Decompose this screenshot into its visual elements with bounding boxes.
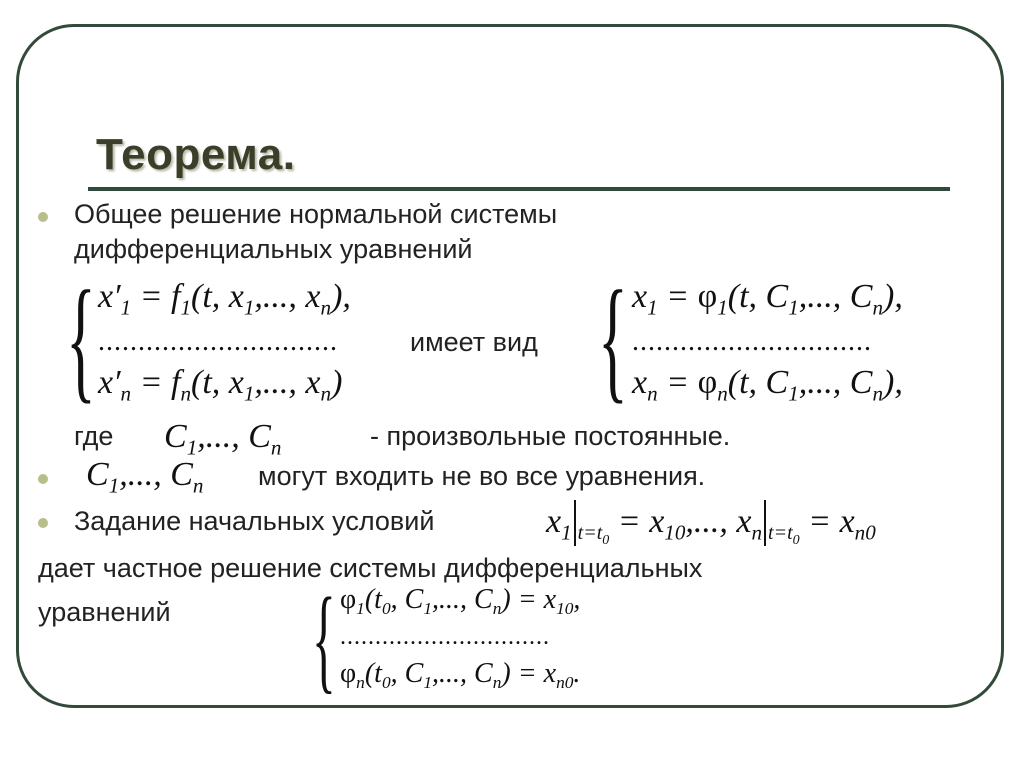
system1-brace: { xyxy=(66,262,96,415)
bullet-dot xyxy=(38,212,48,222)
slide-title: Теорема. xyxy=(96,130,296,179)
bullet2-text: могут входить не во все уравнения. xyxy=(258,461,706,491)
system2-row1: $x_1 = \varphi_1(t$, $C_1$,..., $C_n$), xyxy=(632,278,903,320)
system3-row-n: $\varphi_n(t_0$, $C_1$,..., $C_n) = x_{n0}$. xyxy=(340,658,581,693)
bullet-dot xyxy=(38,518,48,528)
bullet1-line2: дифференциальных уравнений xyxy=(74,234,473,264)
result-line1: дает частное решение системы дифференциальных xyxy=(38,553,703,583)
constants-expr: $C_1$,..., $C_n$ xyxy=(164,418,282,460)
where-label: где xyxy=(74,421,114,451)
system1-row1: $x'_1 = f_1(t$, $x_1$,..., $x_n$), xyxy=(98,278,351,320)
result-line2: уравнений xyxy=(38,597,171,627)
title-underline xyxy=(88,187,950,191)
system3-dots: .............................. xyxy=(340,624,550,650)
arbitrary-constants-text: - произвольные постоянные. xyxy=(370,421,731,451)
system1-row-n: $x'_n = f_n(t$, $x_1$,..., $x_n$) xyxy=(98,364,343,406)
initial-conditions: $x_1$ $_{t=t_0} = x_{10}$,..., $x_n$ $_{t=t_0} = x_{n0}$ xyxy=(546,500,876,549)
system2-row-n: $x_n = \varphi_n(t$, $C_1$,..., $C_n$), xyxy=(632,364,903,406)
system3-brace: { xyxy=(312,573,336,704)
bullet1-line1: Общее решение нормальной системы xyxy=(74,199,558,229)
has-form-label: имеет вид xyxy=(410,327,538,357)
system1-dots: .............................. xyxy=(98,326,338,357)
bullet-dot xyxy=(38,474,48,484)
system2-brace: { xyxy=(598,262,628,415)
system3-row1: $\varphi_1(t_0$, $C_1$,..., $C_n) = x_{10}$, xyxy=(340,584,581,619)
bullet3-text: Задание начальных условий xyxy=(74,506,435,536)
system2-dots: .............................. xyxy=(632,326,872,357)
constants-expr-2: $C_1$,..., $C_n$ xyxy=(86,456,204,498)
